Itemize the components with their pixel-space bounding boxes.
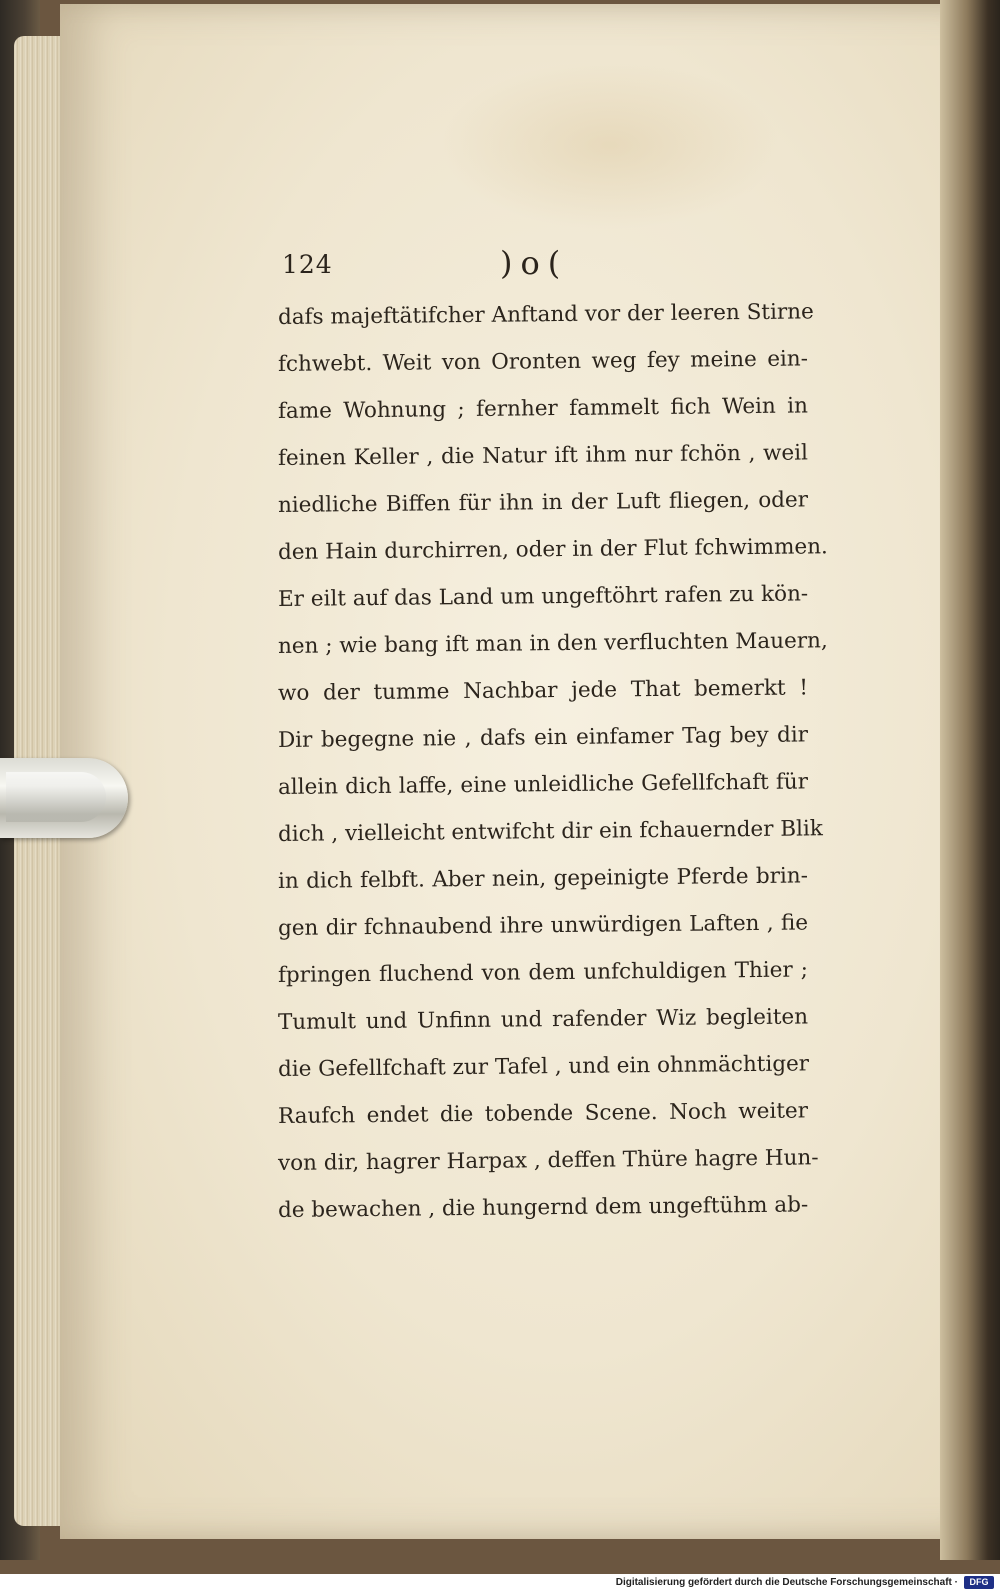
page-text <box>277 244 828 1234</box>
text-line: feinen Keller , die Natur ift ihm nur fchön , weil <box>277 440 809 471</box>
bookmark-clip <box>0 758 128 838</box>
text-line: in dich felbft. Aber nein, gepeinigte Pferde brin- <box>277 863 809 894</box>
text-line: de bewachen , die hungernd dem ungeftühm ab- <box>277 1192 809 1223</box>
text-line: Tumult und Unfinn und rafender Wiz begleiten <box>277 1004 809 1035</box>
text-line: wo der tumme Nachbar jede That bemerkt ! <box>277 675 809 706</box>
text-line: Raufch endet die tobende Scene. Noch weiter <box>277 1098 809 1129</box>
water-stain <box>440 60 780 230</box>
text-line: von dir, hagrer Harpax , deffen Thüre hagre Hun- <box>277 1145 819 1176</box>
footer-bar <box>0 1574 1000 1594</box>
page-number: 124 <box>282 250 333 279</box>
dfg-logo: DFG <box>964 1576 994 1589</box>
bookmark-clip-highlight <box>6 772 106 822</box>
text-line: dafs majeftätifcher Anftand vor der leeren Stirne <box>277 299 814 330</box>
text-line: die Gefellfchaft zur Tafel , und ein ohnmächtiger <box>277 1051 810 1082</box>
body-text <box>277 294 828 1234</box>
funding-credit: Digitalisierung gefördert durch die Deutsche Forschungsgemeinschaft · <box>615 1577 958 1588</box>
text-line: fame Wohnung ; fernher fammelt fich Wein in <box>277 393 809 424</box>
running-head-ornament: )o( <box>500 244 569 282</box>
text-line: fchwebt. Weit von Oronten weg fey meine ein- <box>277 346 809 377</box>
text-line: gen dir fchnaubend ihre unwürdigen Laften , fie <box>277 910 809 941</box>
text-line: allein dich laffe, eine unleidliche Gefellfchaft für <box>277 769 809 800</box>
text-line: niedliche Biffen für ihn in der Luft fliegen, oder <box>277 487 809 518</box>
page-header <box>278 244 808 294</box>
text-line: den Hain durchirren, oder in der Flut fchwimmen. <box>277 534 828 565</box>
text-line: dich , vielleicht entwifcht dir ein fchauernder Blik <box>277 816 823 847</box>
text-line: nen ; wie bang ift man in den verfluchten Mauern, <box>277 628 828 659</box>
text-line: fpringen fluchend von dem unfchuldigen Thier ; <box>277 957 809 988</box>
text-line: Dir begegne nie , dafs ein einfamer Tag bey dir <box>277 722 809 753</box>
text-line: Er eilt auf das Land um ungeftöhrt rafen zu kön- <box>277 581 809 612</box>
book-gutter <box>940 0 1000 1560</box>
